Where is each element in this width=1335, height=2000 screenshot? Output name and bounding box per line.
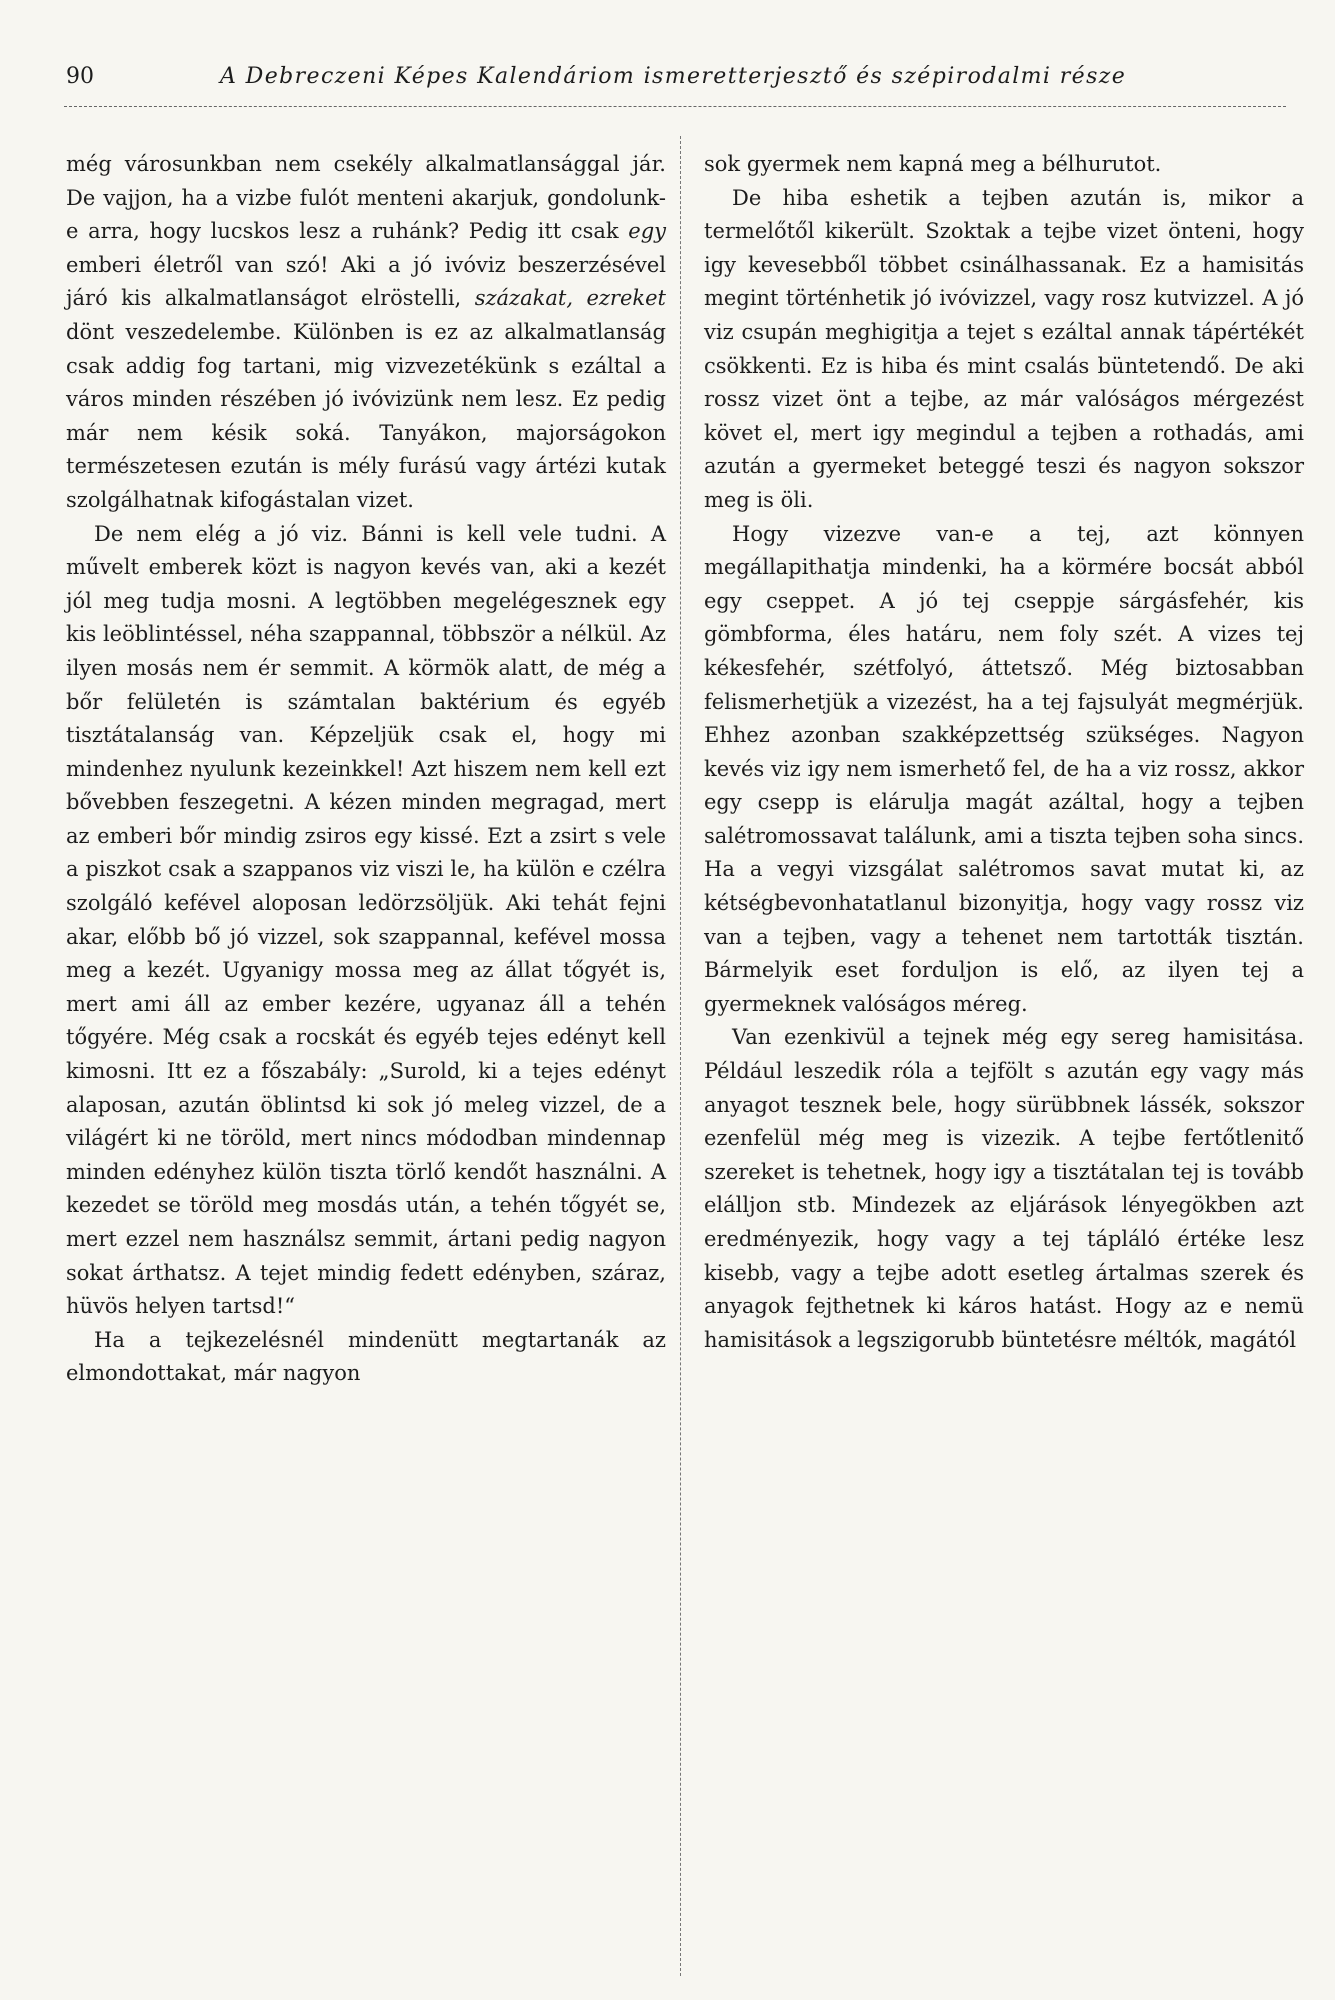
right-column (704, 148, 1304, 1357)
text-run: emberi életről van szó! Aki a jó ivóviz beszerzésével járó kis alkalmatlanságot elröstelli, (66, 252, 666, 311)
emphasis: százakat, ezreket (474, 286, 666, 311)
page-header (60, 58, 1290, 98)
right-paragraph-2: De hiba eshetik a tejben azután is, mikor a termelőtől kikerült. Szoktak a tejbe vizet önteni, hogy igy kevesebből többet csinálhassanak. Ez a hamisitás megint történhetik jó ivóvizzel, vagy rosz kutvizzel. A jó viz csupán meghigitja a tejet s ezáltal annak tápértékét csökkenti. Ez is hiba és mint csalás büntetendő. De aki rossz vizet önt a tejbe, az már valóságos mérgezést követ el, mert igy megindul a tejben a rothadás, ami azután a gyermeket beteggé teszi és nagyon sokszor meg is öli. (704, 185, 1304, 512)
left-paragraph-2: De nem elég a jó viz. Bánni is kell vele tudni. A művelt emberek közt is nagyon kevés van, aki a kezét jól meg tudja mosni. A legtöbben megelégesznek egy kis leöblintéssel, néha szappannal, többször a nélkül. Az ilyen mosás nem ér semmit. A körmök alatt, de még a bőr felületén is számtalan baktérium és egyéb tisztátalanság van. Képzeljük csak el, hogy mi mindenhez nyulunk kezeinkkel! Azt hiszem nem kell ezt bővebben feszegetni. A kézen minden megragad, mert az emberi bőr mindig zsiros egy kissé. Ezt a zsirt s vele a piszkot csak a szappanos viz viszi le, ha külön e czélra szolgáló kefével aloposan ledörzsöljük. Aki tehát fejni akar, előbb bő jó vizzel, sok szappannal, kefével mossa meg a kezét. Ugyanigy mossa meg az állat tőgyét is, mert ami áll az ember kezére, ugyanaz áll a tehén tőgyére. Még csak a rocskát és egyéb tejes edényt kell kimosni. Itt ez a főszabály: „Surold, ki a tejes edényt alaposan, azután öblintsd ki sok jó meleg vizzel, de a világért ki ne töröld, mert nincs módodban mindennap minden edényhez külön tiszta törlő kendőt használni. A kezedet se töröld meg mosdás után, a tehén tőgyét se, mert ezzel nem használsz semmit, ártani pedig nagyon sokat árthatsz. A tejet mindig fedett edényben, száraz, hüvös helyen tartsd!“ (66, 521, 666, 1319)
right-paragraph-4: Van ezenkivül a tejnek még egy sereg hamisitása. Például leszedik róla a tejfölt s azután egy vagy más anyagot tesznek bele, hogy sürübbnek lássék, sokszor ezenfelül még meg is vizezik. A tejbe fertőtlenitő szereket is tehetnek, hogy igy a tisztátalan tej is tovább elálljon stb. Mindezek az eljárások lényegökben azt eredményezik, hogy vagy a tej tápláló értéke lesz kisebb, vagy a tejbe adott esetleg ártalmas szerek és anyagok fejthetnek ki káros hatást. Hogy az e nemü hamisitások a legszigorubb büntetésre méltók, magától (704, 1025, 1304, 1352)
running-title: A Debreczeni Képes Kalendáriom ismeretterjesztő és szépirodalmi része (220, 64, 1127, 89)
right-paragraph-3: Hogy vizezve van-e a tej, azt könnyen megállapithatja mindenki, ha a körmére bocsát abból egy cseppet. A jó tej cseppje sárgásfehér, kis gömbforma, éles határu, nem foly szét. A vizes tej kékesfehér, szétfolyó, áttetsző. Még biztosabban felismerhetjük a vizezést, ha a tej fajsulyát megmérjük. Ehhez azonban szakképzettség szükséges. Nagyon kevés viz igy nem ismerhető fel, de ha a viz rossz, akkor egy csepp is elárulja magát azáltal, hogy a tejben salétromossavat találunk, ami a tiszta tejben soha sincs. Ha a vegyi vizsgálat salétromos savat mutat ki, az kétségbevonhatatlanul bizonyitja, hogy vagy rossz viz van a tejben, vagy a tehenet nem tartották tisztán. Bármelyik eset forduljon is elő, az ilyen tej a gyermeknek valóságos méreg. (704, 521, 1304, 1016)
text-run: dönt veszedelembe. Különben is ez az alkalmatlanság csak addig fog tartani, mig vizvezetékünk s ezáltal a város minden részében jó ivóvizünk nem lesz. Ez pedig már nem késik soká. Tanyákon, majorságokon természetesen ezután is mély furású vagy ártézi kutak szolgálhatnak kifogástalan vizet. (66, 319, 666, 512)
right-paragraph-1: sok gyermek nem kapná meg a bélhurutot. (704, 152, 1162, 176)
text-run: még városunkban nem csekély alkalmatlansággal jár. De vajjon, ha a vizbe fulót menteni akarjuk, gondolunk-e arra, hogy lucskos lesz a ruhánk? Pedig itt csak (66, 152, 666, 244)
column-divider (680, 136, 681, 1976)
page-number: 90 (66, 64, 94, 89)
left-paragraph-3: Ha a tejkezelésnél mindenütt megtartanák az elmondottakat, már nagyon (66, 1327, 666, 1386)
header-rule (64, 106, 1286, 107)
left-column (66, 148, 666, 1391)
left-paragraph-1 (66, 148, 666, 518)
emphasis: egy (628, 219, 666, 244)
